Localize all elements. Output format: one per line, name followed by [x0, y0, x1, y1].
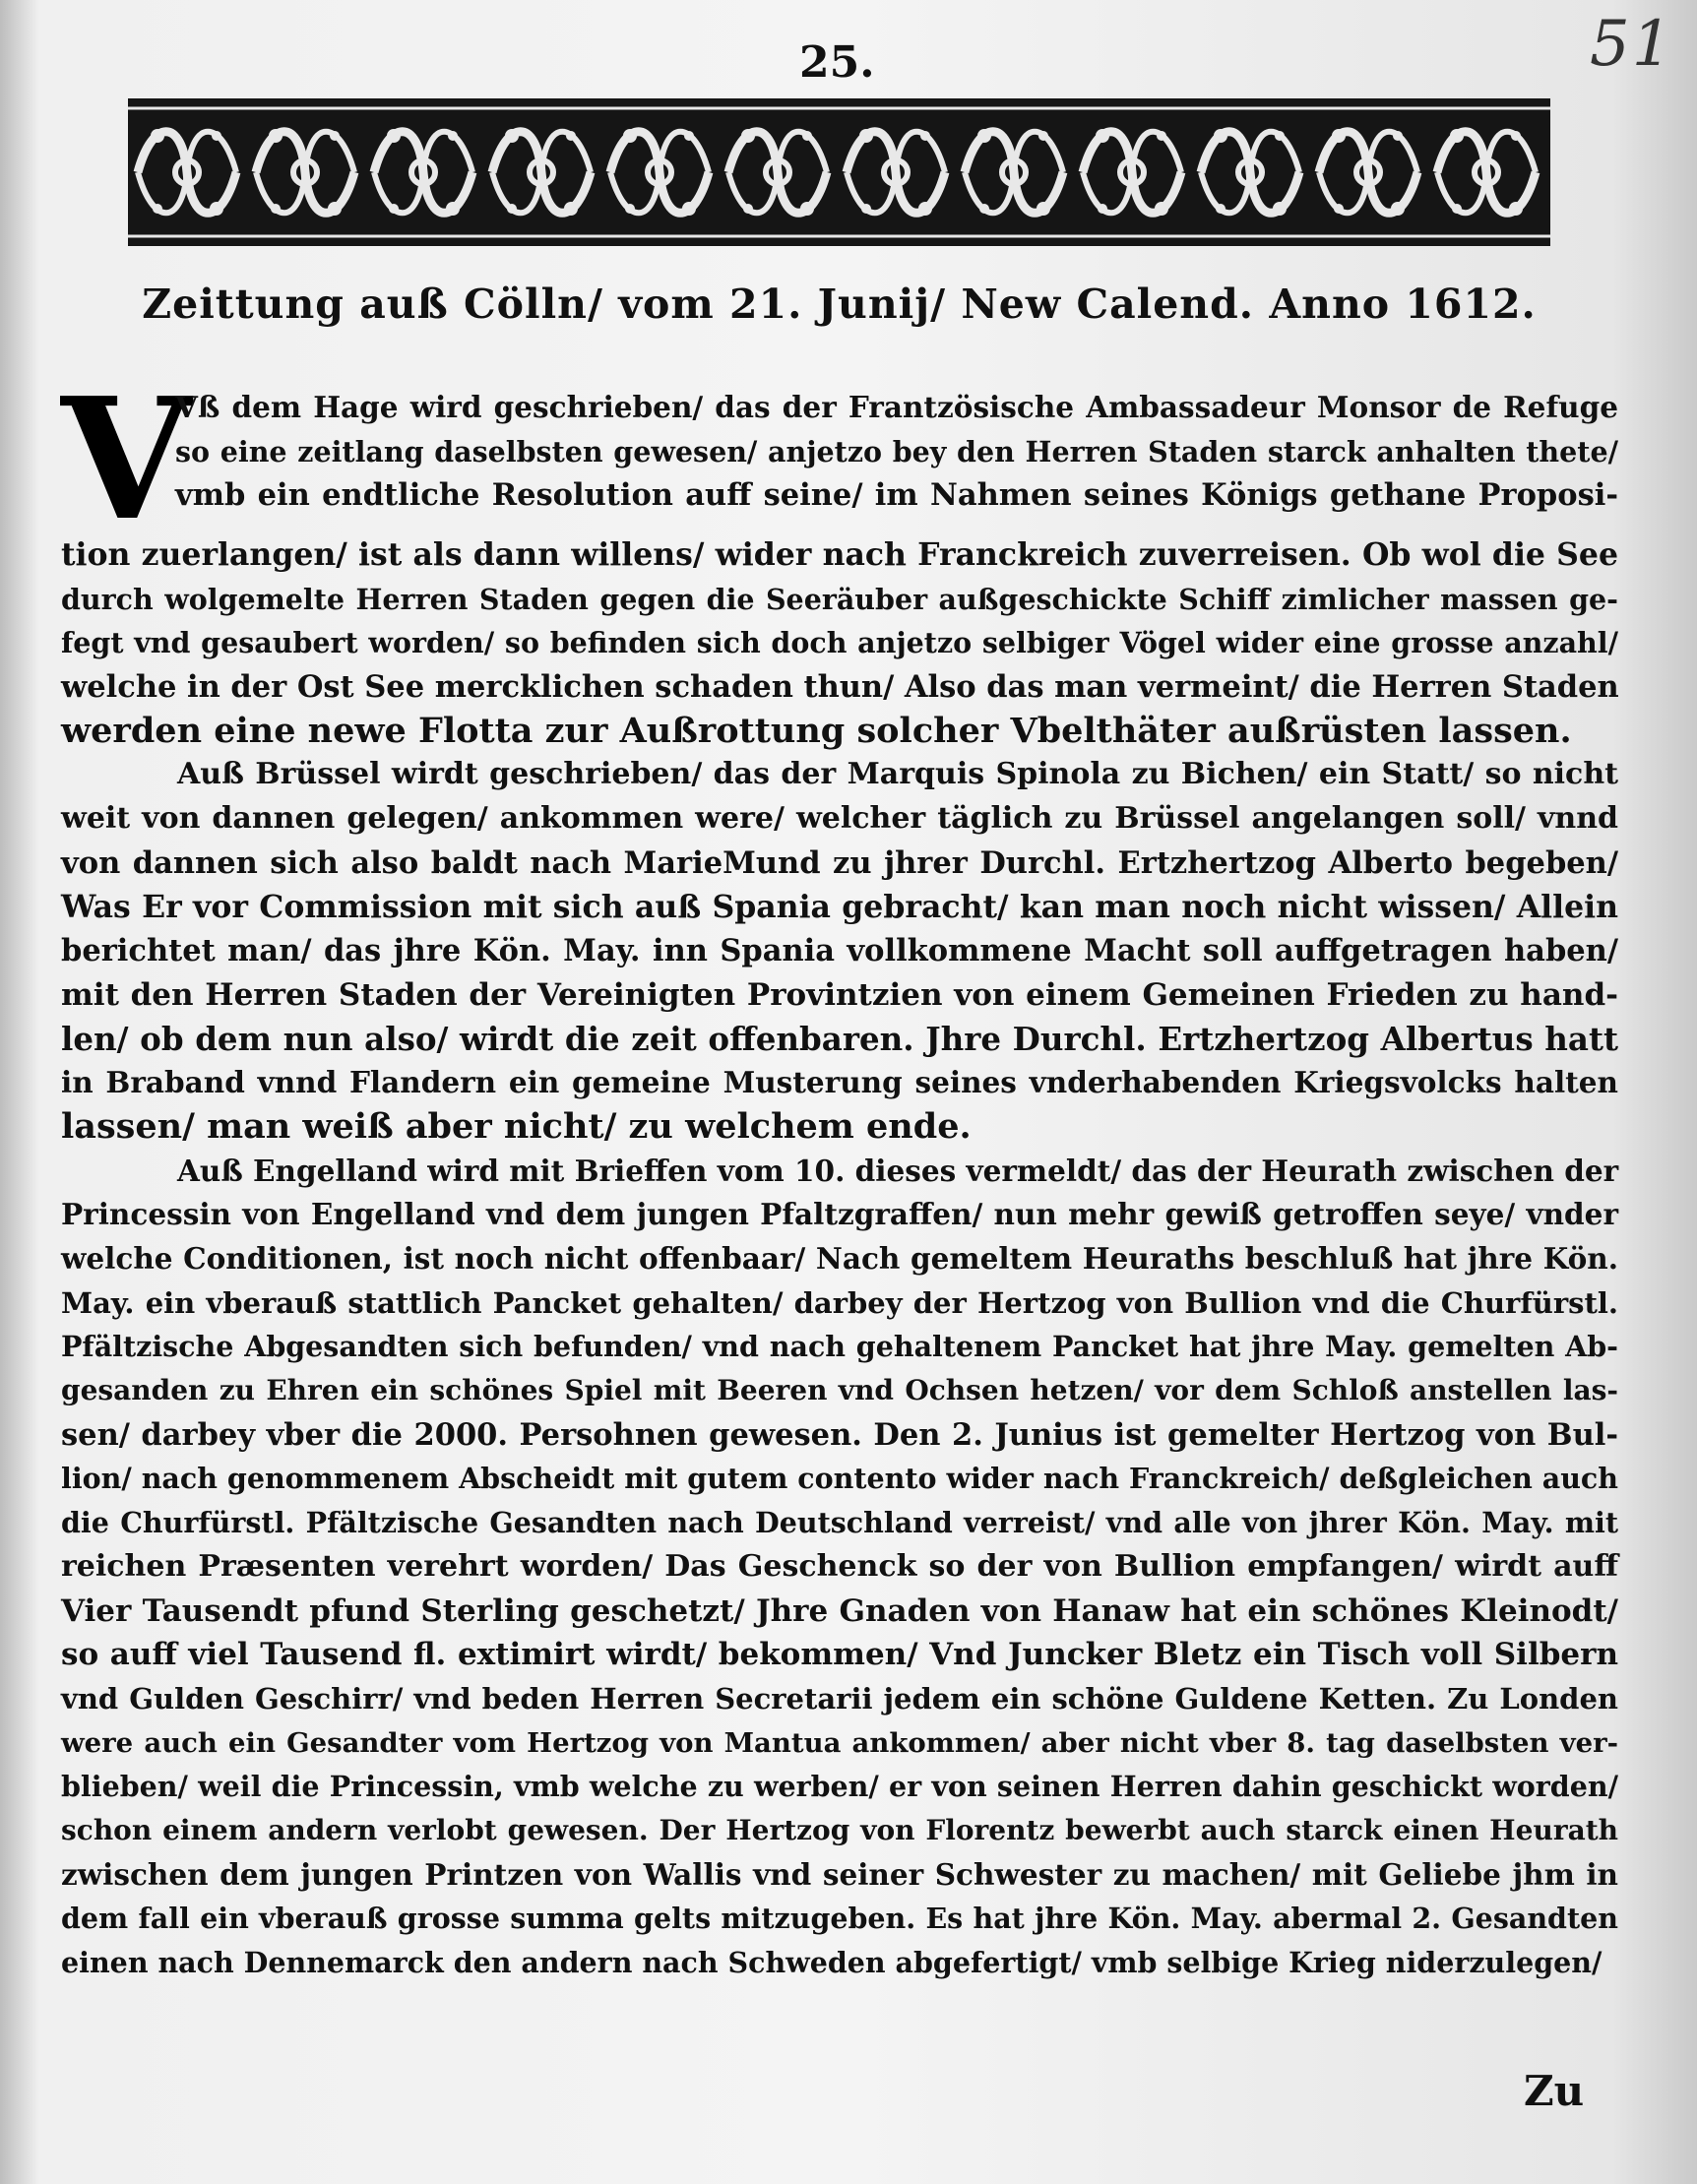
text-line: lion/ nach genommenem Abscheidt mit gutem contento wider nach Franckreich/ deßgleichen auch	[61, 1462, 1618, 1496]
text-line: weit von dannen gelegen/ ankommen were/ welcher täglich zu Brüssel angelangen soll/ vnnd	[61, 801, 1618, 837]
text-line: die Churfürstl. Pfältzische Gesandten nach Deutschland verreist/ vnd alle von jhrer Kön. May. mit	[61, 1506, 1618, 1540]
text-line: so auff viel Tausend fl. extimirt wirdt/ bekommen/ Vnd Juncker Bletz ein Tisch voll Silbern	[61, 1637, 1618, 1673]
text-line: fegt vnd gesaubert worden/ so befinden sich doch anjetzo selbiger Vögel wider eine grosse anzahl/	[61, 626, 1618, 660]
text-line: werden eine newe Flotta zur Außrottung solcher Vbelthäter außrüsten lassen.	[61, 710, 1572, 751]
news-heading: Zeittung auß Cölln/ vom 21. Junij/ New Calend. Anno 1612.	[142, 281, 1537, 328]
text-line: tion zuerlangen/ ist als dann willens/ wider nach Franckreich zuverreisen. Ob wol die See	[61, 536, 1618, 573]
text-line: zwischen dem jungen Printzen von Wallis vnd seiner Schwester zu machen/ mit Geliebe jhm in	[61, 1856, 1618, 1892]
page-number: 25.	[799, 37, 875, 88]
text-line: einen nach Dennemarck den andern nach Schweden abgefertigt/ vmb selbige Krieg niderzulegen/	[61, 1946, 1603, 1979]
article-body	[61, 361, 1619, 1985]
text-line: reichen Præsenten verehrt worden/ Das Geschenck so der von Bullion empfangen/ wirdt auff	[61, 1548, 1618, 1584]
text-line: welche Conditionen, ist noch nicht offenbaar/ Nach gemeltem Heuraths beschluß hat jhre Kön.	[61, 1241, 1618, 1276]
text-line: Was Er vor Commission mit sich auß Spania gebracht/ kan man noch nicht wissen/ Allein	[61, 888, 1618, 925]
text-line: vnd Gulden Geschirr/ vnd beden Herren Secretarii jedem ein schöne Guldene Ketten. Zu Londen	[61, 1681, 1618, 1716]
woodcut-ornament-band-icon	[128, 98, 1550, 246]
text-line: blieben/ weil die Princessin, vmb welche zu werben/ er von seinen Herren dahin geschickt worden/	[61, 1770, 1618, 1804]
text-line: in Braband vnnd Flandern ein gemeine Musterung seines vnderhabenden Kriegsvolcks halten	[61, 1065, 1618, 1100]
text-line: durch wolgemelte Herren Staden gegen die Seeräuber außgeschickte Schiff zimlicher massen ge-	[61, 582, 1618, 616]
paragraph-england	[61, 1150, 1618, 1985]
text-line: vmb ein endtliche Resolution auff seine/ im Nahmen seines Königs gethane Proposi-	[175, 477, 1618, 514]
text-line: welche in der Ost See mercklichen schaden thun/ Also das man vermeint/ die Herren Staden	[61, 669, 1619, 706]
catchword: Zu	[1524, 2067, 1585, 2115]
text-line: were auch ein Gesandter vom Hertzog von Mantua ankommen/ aber nicht vber 8. tag daselbsten ver-	[61, 1726, 1618, 1759]
paragraph-brussels	[61, 753, 1618, 1149]
drop-cap: V	[61, 361, 191, 558]
text-line: gesanden zu Ehren ein schönes Spiel mit Beeren vnd Ochsen hetzen/ vor dem Schloß anstellen las-	[61, 1374, 1618, 1407]
text-line: len/ ob dem nun also/ wirdt die zeit offenbaren. Jhre Durchl. Ertzhertzog Albertus hatt	[61, 1019, 1618, 1058]
text-line: Vier Tausendt pfund Sterling geschetzt/ Jhre Gnaden von Hanaw hat ein schönes Kleinodt/	[61, 1592, 1618, 1629]
text-line: Auß Engelland wird mit Brieffen vom 10. dieses vermeldt/ das der Heurath zwischen der	[177, 1153, 1619, 1188]
archive-number: 51	[1590, 8, 1674, 81]
text-line: Princessin von Engelland vnd dem jungen Pfaltzgraffen/ nun mehr gewiß getroffen seye/ vnder	[61, 1197, 1618, 1232]
text-line: dem fall ein vberauß grosse summa gelts mitzugeben. Es hat jhre Kön. May. abermal 2. Gesandten	[61, 1902, 1618, 1936]
text-line: May. ein vberauß stattlich Pancket gehalten/ darbey der Hertzog von Bullion vnd die Churfürstl.	[61, 1285, 1618, 1320]
text-line: mit den Herren Staden der Vereinigten Provintzien von einem Gemeinen Frieden zu hand-	[61, 976, 1618, 1013]
text-line: von dannen sich also baldt nach MarieMund zu jhrer Durchl. Ertzhertzog Alberto begeben/	[61, 844, 1618, 881]
paragraph-hague	[61, 361, 1619, 753]
text-line: Pfältzische Abgesandten sich befunden/ vnd nach gehaltenem Pancket hat jhre May. gemelten Ab-	[61, 1330, 1618, 1364]
text-line: berichtet man/ das jhre Kön. May. inn Spania vollkommene Macht soll auffgetragen haben/	[61, 933, 1618, 969]
text-line: so eine zeitlang daselbsten gewesen/ anjetzo bey den Herren Staden starck anhalten thete/	[175, 434, 1618, 468]
text-line: lassen/ man weiß aber nicht/ zu welchem ende.	[61, 1105, 972, 1147]
text-line: sen/ darbey vber die 2000. Persohnen gewesen. Den 2. Junius ist gemelter Hertzog von Bul-	[61, 1416, 1618, 1453]
text-line: schon einem andern verlobt gewesen. Der Hertzog von Florentz bewerbt auch starck einen Heurath	[61, 1813, 1618, 1846]
text-line: Auß Brüssel wirdt geschrieben/ das der Marquis Spinola zu Bichen/ ein Statt/ so nicht	[177, 757, 1618, 792]
text-line: Vß dem Hage wird geschrieben/ das der Frantzösische Ambassadeur Monsor de Refuge	[175, 390, 1618, 424]
